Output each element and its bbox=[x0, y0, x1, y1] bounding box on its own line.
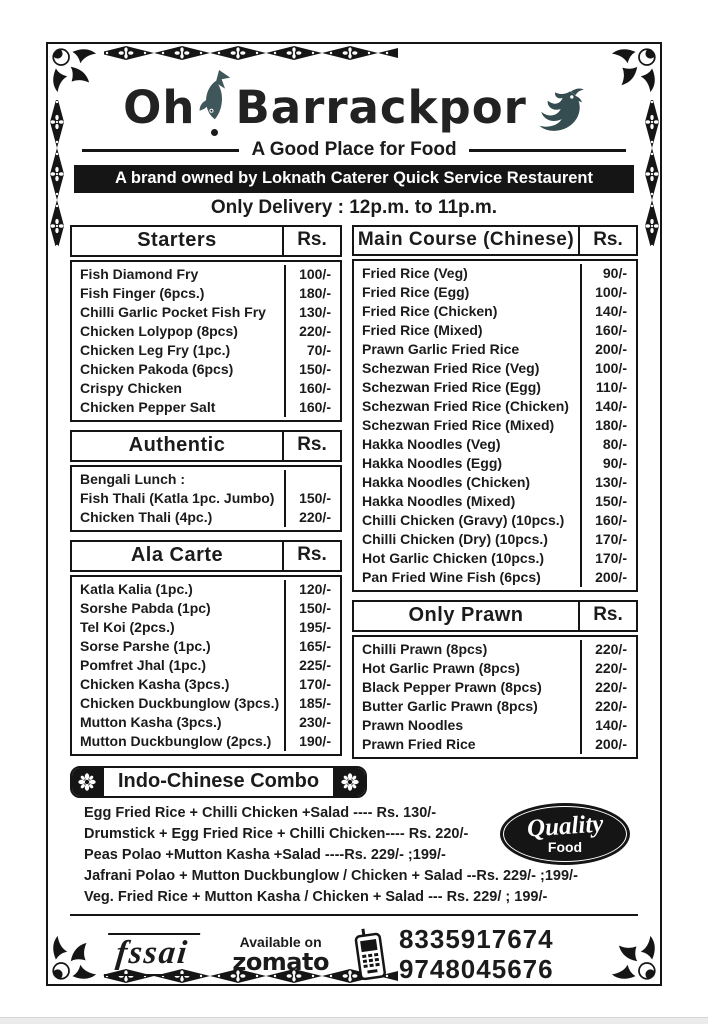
combo-item: Veg. Fried Rice + Mutton Kasha / Chicken + Salad --- Rs. 229/ ; 199/- bbox=[84, 889, 548, 905]
combo-item: Egg Fried Rice + Chilli Chicken +Salad ---- Rs. 130/- bbox=[84, 805, 437, 821]
menu-item-row bbox=[72, 675, 340, 694]
menu-columns bbox=[70, 225, 638, 759]
item-price: 160/- bbox=[595, 322, 627, 338]
combo-item: Jafrani Polao + Mutton Duckbunglow / Chicken + Salad --Rs. 229/- ;199/- bbox=[84, 868, 578, 884]
item-price: 170/- bbox=[299, 676, 331, 692]
item-price: 100/- bbox=[595, 360, 627, 376]
menu-content bbox=[70, 60, 638, 984]
phone-number-1: 8335917674 bbox=[398, 924, 554, 954]
item-name: Chicken Pepper Salt bbox=[72, 398, 286, 417]
section-items bbox=[70, 260, 342, 422]
item-price: 140/- bbox=[595, 398, 627, 414]
menu-item-row bbox=[72, 599, 340, 618]
item-name: Butter Garlic Prawn (8pcs) bbox=[354, 697, 582, 716]
item-name: Chilli Prawn (8pcs) bbox=[354, 640, 582, 659]
item-price: 180/- bbox=[299, 285, 331, 301]
item-price: 170/- bbox=[595, 550, 627, 566]
price-column-header: Rs. bbox=[593, 604, 623, 625]
menu-item-row bbox=[354, 397, 636, 416]
menu-item-row bbox=[72, 379, 340, 398]
tagline-rule-left bbox=[82, 149, 239, 152]
item-price: 160/- bbox=[299, 380, 331, 396]
zomato-block bbox=[232, 934, 329, 974]
flower-icon bbox=[335, 768, 365, 796]
item-price: 220/- bbox=[299, 323, 331, 339]
menu-item-row bbox=[354, 640, 636, 659]
item-name: Chilli Garlic Pocket Fish Fry bbox=[72, 303, 286, 322]
menu-item-row bbox=[354, 283, 636, 302]
food-label: Food bbox=[547, 839, 583, 855]
menu-item-row bbox=[354, 549, 636, 568]
item-name: Hakka Noodles (Veg) bbox=[354, 435, 582, 454]
tagline: A Good Place for Food bbox=[251, 139, 457, 160]
logo-text-oh: Oh bbox=[123, 81, 196, 134]
item-price: 220/- bbox=[299, 509, 331, 525]
menu-item-row bbox=[354, 492, 636, 511]
menu-section-ala-carte bbox=[70, 540, 342, 756]
item-price: 220/- bbox=[595, 698, 627, 714]
combo-title: Indo-Chinese Combo bbox=[102, 768, 335, 796]
item-price: 130/- bbox=[299, 304, 331, 320]
menu-item-row bbox=[354, 659, 636, 678]
menu-item-row bbox=[72, 489, 340, 508]
item-name: Bengali Lunch : bbox=[72, 470, 286, 489]
available-on-label: Available on bbox=[239, 934, 322, 950]
item-price: 220/- bbox=[595, 660, 627, 676]
item-name: Fried Rice (Veg) bbox=[354, 264, 582, 283]
menu-item-row bbox=[72, 637, 340, 656]
logo-text-barrackpore: Barrackpor bbox=[235, 81, 527, 134]
item-price: 200/- bbox=[595, 341, 627, 357]
item-name: Hakka Noodles (Chicken) bbox=[354, 473, 582, 492]
menu-item-row bbox=[72, 398, 340, 417]
menu-item-row bbox=[72, 470, 340, 489]
combo-section bbox=[70, 766, 638, 908]
menu-item-row bbox=[354, 340, 636, 359]
combo-banner bbox=[70, 766, 367, 798]
menu-item-row bbox=[72, 694, 340, 713]
menu-item-row bbox=[354, 454, 636, 473]
item-name: Chilli Chicken (Gravy) (10pcs.) bbox=[354, 511, 582, 530]
item-name: Fried Rice (Mixed) bbox=[354, 321, 582, 340]
menu-item-row bbox=[72, 360, 340, 379]
phone-numbers bbox=[399, 924, 554, 984]
item-name: Fish Thali (Katla 1pc. Jumbo) bbox=[72, 489, 286, 508]
item-name: Schezwan Fried Rice (Chicken) bbox=[354, 397, 582, 416]
menu-column-right bbox=[352, 225, 638, 759]
menu-item-row bbox=[72, 322, 340, 341]
item-name: Hakka Noodles (Egg) bbox=[354, 454, 582, 473]
item-price: 230/- bbox=[299, 714, 331, 730]
section-header bbox=[352, 225, 638, 256]
restaurant-logo bbox=[70, 60, 638, 136]
item-price: 150/- bbox=[299, 600, 331, 616]
item-name: Black Pepper Prawn (8pcs) bbox=[354, 678, 582, 697]
menu-column-left bbox=[70, 225, 342, 756]
quality-food-badge bbox=[500, 803, 630, 865]
section-items bbox=[70, 465, 342, 532]
item-name: Schezwan Fried Rice (Veg) bbox=[354, 359, 582, 378]
menu-item-row bbox=[72, 732, 340, 751]
menu-item-row bbox=[354, 416, 636, 435]
menu-item-row bbox=[72, 713, 340, 732]
menu-item-row bbox=[354, 678, 636, 697]
border-ornament-right bbox=[644, 96, 659, 246]
item-price: 200/- bbox=[595, 736, 627, 752]
item-price: 150/- bbox=[299, 490, 331, 506]
item-name: Prawn Garlic Fried Rice bbox=[354, 340, 582, 359]
border-ornament-left bbox=[49, 96, 64, 246]
item-price: 100/- bbox=[299, 266, 331, 282]
item-price: 80/- bbox=[602, 436, 627, 452]
item-name: Hot Garlic Prawn (8pcs) bbox=[354, 659, 582, 678]
prawn-icon bbox=[529, 84, 585, 136]
price-column-header: Rs. bbox=[297, 229, 327, 250]
item-price: 150/- bbox=[299, 361, 331, 377]
brand-banner: A brand owned by Loknath Caterer Quick Service Restaurent bbox=[74, 165, 634, 193]
menu-item-row bbox=[72, 656, 340, 675]
section-header bbox=[70, 430, 342, 462]
item-price: 220/- bbox=[595, 641, 627, 657]
fish-icon bbox=[197, 69, 231, 136]
item-price: 90/- bbox=[602, 265, 627, 281]
price-column-header: Rs. bbox=[297, 544, 327, 565]
menu-item-row bbox=[354, 473, 636, 492]
item-price: 120/- bbox=[299, 581, 331, 597]
section-title: Main Course (Chinese) bbox=[354, 227, 580, 254]
menu-item-row bbox=[354, 435, 636, 454]
item-name: Chicken Leg Fry (1pc.) bbox=[72, 341, 286, 360]
section-title: Ala Carte bbox=[72, 542, 284, 570]
item-price: 130/- bbox=[595, 474, 627, 490]
menu-item-row bbox=[354, 530, 636, 549]
item-name: Chicken Lolypop (8pcs) bbox=[72, 322, 286, 341]
menu-item-row bbox=[354, 378, 636, 397]
combo-item: Peas Polao +Mutton Kasha +Salad ----Rs. 229/- ;199/- bbox=[84, 847, 446, 863]
menu-item-row bbox=[354, 568, 636, 587]
menu-section-only-prawn bbox=[352, 600, 638, 759]
tagline-rule-right bbox=[469, 149, 626, 152]
menu-section-authentic bbox=[70, 430, 342, 532]
item-name: Sorshe Pabda (1pc) bbox=[72, 599, 286, 618]
menu-item-row bbox=[354, 716, 636, 735]
item-name: Pan Fried Wine Fish (6pcs) bbox=[354, 568, 582, 587]
item-price: 180/- bbox=[595, 417, 627, 433]
item-name: Fish Diamond Fry bbox=[72, 265, 286, 284]
item-price: 100/- bbox=[595, 284, 627, 300]
item-price: 190/- bbox=[299, 733, 331, 749]
section-items bbox=[352, 635, 638, 759]
section-title: Starters bbox=[72, 227, 284, 255]
item-price: 165/- bbox=[299, 638, 331, 654]
section-header bbox=[352, 600, 638, 632]
ornamental-frame bbox=[46, 42, 662, 986]
item-price: 90/- bbox=[602, 455, 627, 471]
item-price: 160/- bbox=[299, 399, 331, 415]
item-price: 170/- bbox=[595, 531, 627, 547]
menu-item-row bbox=[354, 697, 636, 716]
item-price: 140/- bbox=[595, 717, 627, 733]
flower-icon bbox=[72, 768, 102, 796]
menu-item-row bbox=[354, 359, 636, 378]
fssai-logo: fssai bbox=[104, 933, 201, 976]
section-title: Authentic bbox=[72, 432, 284, 460]
item-name: Chicken Pakoda (6pcs) bbox=[72, 360, 286, 379]
item-name: Katla Kalia (1pc.) bbox=[72, 580, 286, 599]
combo-list-area bbox=[70, 803, 638, 908]
price-column-header: Rs. bbox=[593, 229, 623, 250]
item-name: Hakka Noodles (Mixed) bbox=[354, 492, 582, 511]
section-header bbox=[70, 225, 342, 257]
menu-item-row bbox=[354, 264, 636, 283]
item-price: 150/- bbox=[595, 493, 627, 509]
item-name: Fried Rice (Chicken) bbox=[354, 302, 582, 321]
menu-item-row bbox=[354, 735, 636, 754]
item-price: 185/- bbox=[299, 695, 331, 711]
item-name: Chicken Kasha (3pcs.) bbox=[72, 675, 286, 694]
item-name: Hot Garlic Chicken (10pcs.) bbox=[354, 549, 582, 568]
border-ornament-top bbox=[98, 45, 398, 60]
section-items bbox=[352, 259, 638, 592]
item-price: 225/- bbox=[299, 657, 331, 673]
item-name: Pomfret Jhal (1pc.) bbox=[72, 656, 286, 675]
delivery-note: Only Delivery : 12p.m. to 11p.m. bbox=[210, 197, 498, 218]
zomato-logo: zomato bbox=[232, 948, 329, 976]
quality-label: Quality bbox=[525, 810, 605, 843]
item-name: Fried Rice (Egg) bbox=[354, 283, 582, 302]
menu-item-row bbox=[72, 618, 340, 637]
menu-item-row bbox=[72, 284, 340, 303]
menu-item-row bbox=[72, 580, 340, 599]
menu-item-row bbox=[72, 265, 340, 284]
price-column-header: Rs. bbox=[297, 434, 327, 455]
menu-section-starters bbox=[70, 225, 342, 422]
item-name: Sorse Parshe (1pc.) bbox=[72, 637, 286, 656]
item-price bbox=[286, 470, 340, 489]
menu-item-row bbox=[72, 508, 340, 527]
footer bbox=[70, 914, 638, 984]
menu-item-row bbox=[354, 511, 636, 530]
item-name: Tel Koi (2pcs.) bbox=[72, 618, 286, 637]
item-price: 110/- bbox=[595, 379, 627, 395]
item-price: 160/- bbox=[595, 512, 627, 528]
item-name: Prawn Fried Rice bbox=[354, 735, 582, 754]
menu-section-main-course bbox=[352, 225, 638, 592]
item-name: Mutton Kasha (3pcs.) bbox=[72, 713, 286, 732]
item-price: 195/- bbox=[299, 619, 331, 635]
tagline-row bbox=[70, 138, 638, 162]
item-price: 140/- bbox=[595, 303, 627, 319]
menu-item-row bbox=[354, 302, 636, 321]
item-name: Prawn Noodles bbox=[354, 716, 582, 735]
item-name: Chilli Chicken (Dry) (10pcs.) bbox=[354, 530, 582, 549]
menu-item-row bbox=[72, 341, 340, 360]
section-header bbox=[70, 540, 342, 572]
item-price: 70/- bbox=[306, 342, 331, 358]
exclamation-dot bbox=[211, 129, 218, 136]
phone-number-2: 9748045676 bbox=[398, 954, 554, 984]
item-name: Chicken Thali (4pc.) bbox=[72, 508, 286, 527]
item-price: 220/- bbox=[595, 679, 627, 695]
item-name: Schezwan Fried Rice (Mixed) bbox=[354, 416, 582, 435]
item-name: Crispy Chicken bbox=[72, 379, 286, 398]
menu-item-row bbox=[72, 303, 340, 322]
item-name: Schezwan Fried Rice (Egg) bbox=[354, 378, 582, 397]
item-name: Chicken Duckbunglow (3pcs.) bbox=[72, 694, 286, 713]
item-price: 200/- bbox=[595, 569, 627, 585]
menu-item-row bbox=[354, 321, 636, 340]
mobile-phone-icon bbox=[351, 926, 388, 982]
item-name: Fish Finger (6pcs.) bbox=[72, 284, 286, 303]
combo-item: Drumstick + Egg Fried Rice + Chilli Chicken---- Rs. 220/- bbox=[84, 826, 469, 842]
section-title: Only Prawn bbox=[354, 602, 580, 630]
item-name: Mutton Duckbunglow (2pcs.) bbox=[72, 732, 286, 751]
section-items bbox=[70, 575, 342, 756]
